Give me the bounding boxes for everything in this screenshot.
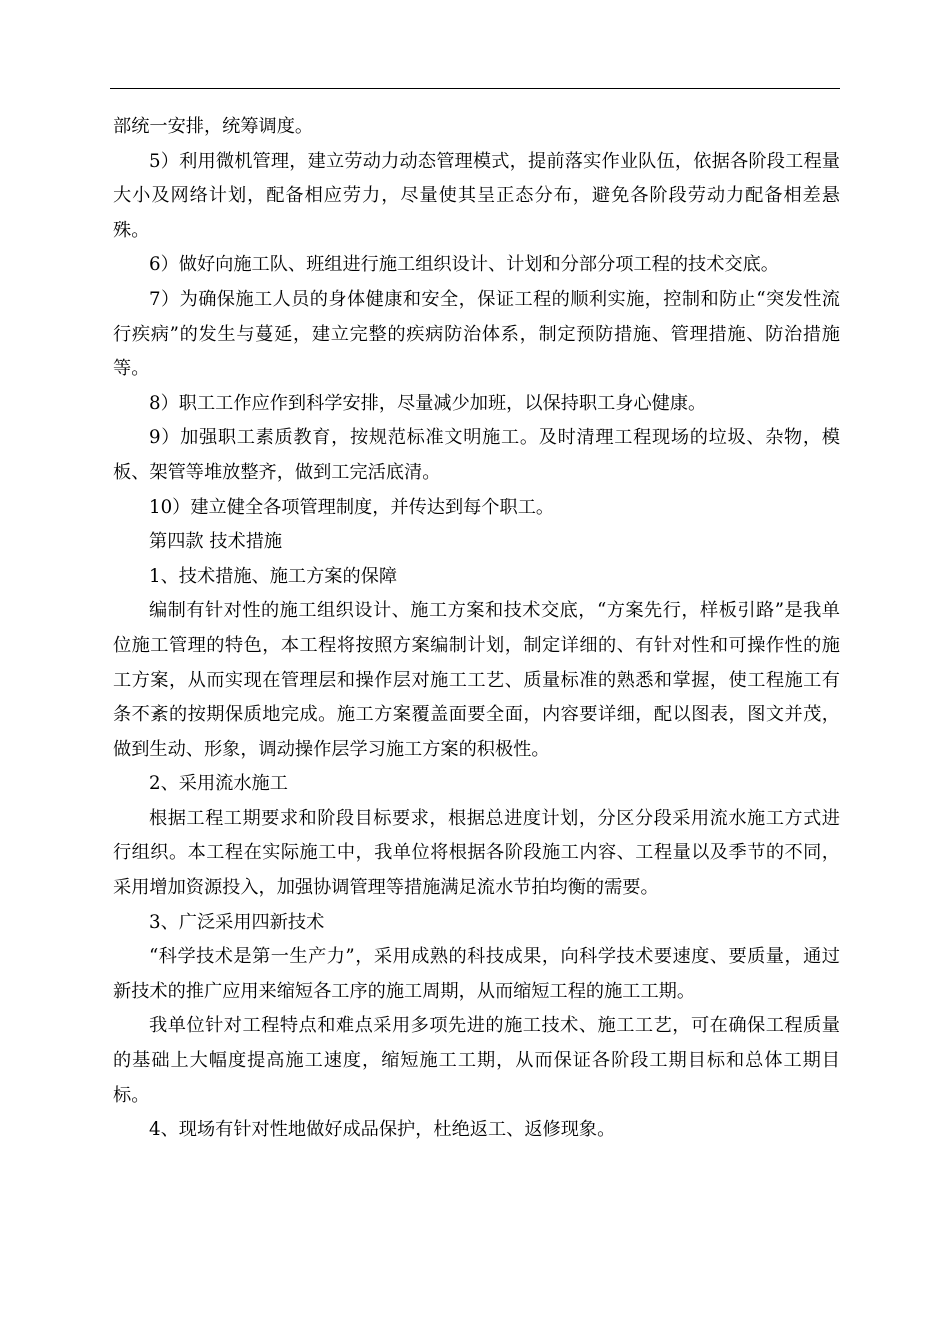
- section-heading: 第四款 技术措施: [149, 531, 283, 553]
- document-body: [113, 110, 840, 1148]
- header-rule: [110, 88, 840, 89]
- paragraph: 7）为确保施工人员的身体健康和安全，保证工程的顺利实施，控制和防止“突发性流行疾病”的发生与蔓延，建立完整的疾病防治体系，制定预防措施、管理措施、防治措施等。: [113, 288, 840, 380]
- paragraph: 6）做好向施工队、班组进行施工组织设计、计划和分部分项工程的技术交底。: [149, 254, 779, 276]
- subsection-heading: 1、技术措施、施工方案的保障: [149, 565, 398, 587]
- paragraph: 5）利用微机管理，建立劳动力动态管理模式，提前落实作业队伍，依据各阶段工程量大小及网络计划，配备相应劳力，尽量使其呈正态分布，避免各阶段劳动力配备相差悬殊。: [113, 150, 840, 241]
- paragraph: 部统一安排，统筹调度。: [113, 116, 314, 137]
- subsection-heading: 3、广泛采用四新技术: [149, 911, 325, 933]
- subsection-heading: 4、现场有针对性地做好成品保护，杜绝返工、返修现象。: [149, 1119, 616, 1141]
- paragraph: 9）加强职工素质教育，按规范标准文明施工。及时清理工程现场的垃圾、杂物，模板、架管等堆放整齐，做到工完活底清。: [113, 427, 840, 483]
- paragraph: 10）建立健全各项管理制度，并传达到每个职工。: [149, 496, 555, 518]
- paragraph: 编制有针对性的施工组织设计、施工方案和技术交底，“方案先行，样板引路”是我单位施工管理的特色，本工程将按照方案编制计划，制定详细的、有针对性和可操作性的施工方案，从而实现在管理层和操作层对施工工艺、质量标准的熟悉和掌握，使工程施工有条不紊的按期保质地完成。施工方案覆盖面要全面，内容要详细，配以图表，图文并茂，做到生动、形象，调动操作层学习施工方案的积极性。: [113, 600, 840, 760]
- paragraph: “科学技术是第一生产力”，采用成熟的科技成果，向科学技术要速度、要质量，通过新技术的推广应用来缩短各工序的施工周期，从而缩短工程的施工工期。: [113, 946, 840, 1002]
- paragraph: 根据工程工期要求和阶段目标要求，根据总进度计划，分区分段采用流水施工方式进行组织。本工程在实际施工中，我单位将根据各阶段施工内容、工程量以及季节的不同，采用增加资源投入，加强协调管理等措施满足流水节拍均衡的需要。: [113, 807, 840, 899]
- paragraph: 8）职工工作应作到科学安排，尽量减少加班，以保持职工身心健康。: [149, 392, 707, 414]
- paragraph: 我单位针对工程特点和难点采用多项先进的施工技术、施工工艺，可在确保工程质量的基础上大幅度提高施工速度，缩短施工工期，从而保证各阶段工期目标和总体工期目标。: [113, 1015, 840, 1106]
- subsection-heading: 2、采用流水施工: [149, 773, 288, 795]
